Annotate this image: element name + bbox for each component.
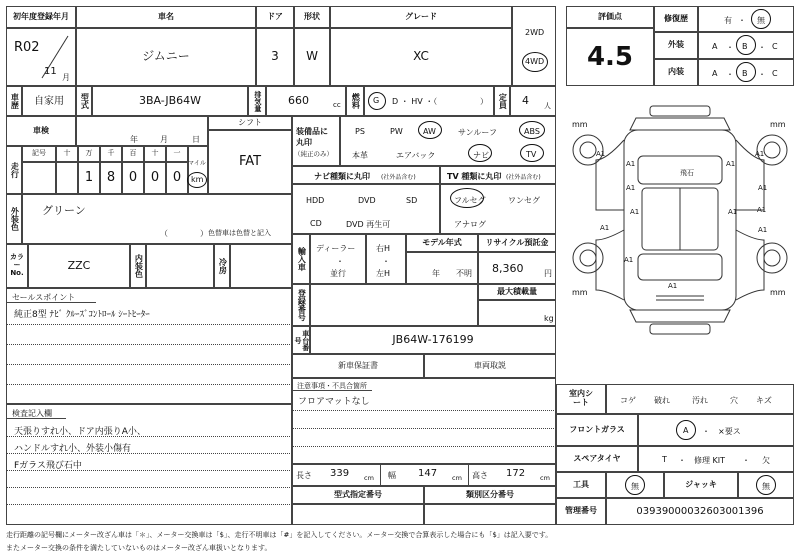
width-label: 幅 [388, 471, 396, 480]
shaken-day-unit: 日 [192, 135, 200, 144]
sheet-opt-burn: コゲ [620, 396, 636, 405]
mm-label-1: mm [572, 120, 588, 129]
notes-text: フロアマットなし [298, 397, 370, 407]
digit-header-5: 一 [166, 146, 188, 162]
jack-value: 無 [762, 482, 770, 491]
width-unit: cm [452, 474, 462, 482]
displacement-value: 660 [288, 94, 309, 107]
km-label: km [191, 175, 204, 184]
equip-pw: PW [390, 127, 403, 136]
spare-missing: 欠 [762, 456, 770, 465]
navi-sub: (社外品含む) [381, 174, 416, 181]
dim-divider-1 [380, 464, 381, 486]
import-label: 輸入車 [292, 234, 310, 284]
displacement-label: 排気量 [248, 86, 266, 116]
interior-b: B [742, 69, 748, 78]
interior-sheet-label [556, 384, 606, 414]
damage-mark-11: A1 [758, 226, 768, 234]
digit-0 [56, 162, 78, 194]
notes-line-2 [292, 428, 556, 429]
digit-header-0: 十 [56, 146, 78, 162]
drive-2wd: 2WD [525, 28, 545, 37]
chassis-value: JB64W-176199 [310, 326, 556, 354]
equip-abs: ABS [524, 127, 540, 136]
inspector-rule-5 [6, 504, 292, 505]
height-value: 172 [506, 468, 526, 479]
score-label: 評価点 [566, 6, 654, 28]
navi-dvd: DVD [358, 196, 376, 205]
paren-close: ） [200, 229, 208, 238]
inspector-label-rule [6, 418, 66, 419]
score-value: 4.5 [566, 28, 654, 86]
chassis-label: 車台番号 [292, 326, 310, 354]
notes-line-3 [292, 446, 556, 447]
navi-dvd-play: DVD 再生可 [346, 220, 391, 229]
sheet-opt-dirt: 汚れ [692, 396, 708, 405]
grade-label: グレード [330, 6, 512, 28]
mileage-label: 走行 [6, 146, 22, 194]
fuel-options-close: ） [480, 97, 488, 106]
exterior-dot-1: ・ [726, 43, 734, 52]
equipment-label-1: 装備品に [296, 127, 328, 136]
management-value: 03939000032603001396 [606, 498, 794, 525]
equip-navi: ナビ [473, 151, 489, 160]
jack-label: ジャッキ [664, 472, 738, 498]
inspector-rule-3 [6, 470, 292, 471]
car-name-label: 車名 [76, 6, 256, 28]
equipment-label-3: （純正のみ） [294, 150, 333, 158]
month-unit: 月 [62, 73, 70, 82]
exterior-c: C [772, 42, 778, 51]
exterior-label: 外装 [654, 32, 698, 59]
paren-open: （ [160, 229, 168, 238]
ac-value [230, 244, 292, 288]
class-label: 類別区分番号 [424, 486, 556, 504]
repair-label: 修復歴 [654, 6, 698, 32]
mm-label-2: mm [770, 120, 786, 129]
repair-cell [698, 6, 794, 32]
digit-header-3: 百 [122, 146, 144, 162]
digit-5: 0 [166, 162, 188, 194]
interior-a: A [712, 69, 718, 78]
damage-mark-3: A1 [755, 150, 765, 158]
damage-mark-1: A1 [596, 150, 606, 158]
interior-label: 内装 [654, 59, 698, 86]
front-glass-replace: ×要ス [718, 427, 741, 436]
fuel-label: 燃料 [346, 86, 364, 116]
type-spec-value [292, 504, 424, 525]
import-dealer: ディーラー [316, 244, 356, 253]
sales-line-3 [6, 364, 292, 365]
spare-tire-label: スペアタイヤ [556, 446, 638, 472]
recycle-value: 8,360 [492, 262, 524, 275]
exterior-color-label: 外装色 [6, 194, 22, 244]
equip-tv: TV [526, 150, 537, 159]
navi-hdd: HDD [306, 196, 325, 205]
digit-4: 0 [144, 162, 166, 194]
doors-value: 3 [256, 28, 294, 86]
height-label: 高さ [472, 471, 488, 480]
inspector-line-2: ハンドルすれ小、外装小傷有 [14, 444, 132, 454]
tools-label: 工具 [556, 472, 606, 498]
damage-mark-5: A1 [626, 184, 636, 192]
equip-ps: PS [355, 127, 365, 136]
exterior-a: A [712, 42, 718, 51]
height-unit: cm [540, 474, 550, 482]
damage-mark-6: A1 [758, 184, 768, 192]
interior-color-value [146, 244, 214, 288]
mm-label-4: mm [770, 288, 786, 297]
interior-dot-2: ・ [758, 70, 766, 79]
front-glass-dot: ・ [702, 427, 710, 436]
damage-mark-9: A1 [757, 206, 767, 214]
grade-value: XC [330, 28, 512, 86]
damage-mark-8: A1 [728, 208, 738, 216]
mile-label: マイル [188, 160, 206, 167]
category-label: 車歴 [6, 86, 22, 116]
color-no-label: カラーNo. [6, 244, 28, 288]
digit-header-1: 万 [78, 146, 100, 162]
repair-yes: 有 [724, 16, 732, 25]
damage-mark-13: A1 [668, 282, 678, 290]
repaint-note: 色替車は色替と記入 [208, 229, 271, 237]
interior-c: C [772, 69, 778, 78]
sales-point-rule [6, 302, 96, 303]
person-unit: 人 [544, 102, 551, 110]
equipment-label-2: 丸印 [296, 138, 312, 147]
notes-label: 注意事項・不具合箇所 [297, 382, 367, 390]
yen-unit: 円 [544, 269, 552, 278]
shaken-month-unit: 月 [160, 135, 168, 144]
interior-sheet-label-text: 室内シート [569, 389, 593, 407]
registration-label: 登録番号 [292, 284, 310, 326]
tv-analog: アナログ [454, 220, 486, 229]
windshield-mark: 飛石 [680, 169, 694, 177]
damage-mark-2: A1 [626, 160, 636, 168]
front-glass-cell [638, 414, 794, 446]
exterior-b: B [742, 42, 748, 51]
spare-t: T [662, 455, 667, 464]
interior-dot-1: ・ [726, 70, 734, 79]
dim-divider-2 [468, 464, 469, 486]
sales-line-2 [6, 344, 292, 345]
warranty-label: 新車保証書 [292, 354, 424, 378]
navi-label: ナビ種類に丸印 [314, 172, 370, 181]
shaken-label: 車検 [6, 116, 76, 146]
length-value: 339 [330, 468, 350, 479]
sales-line-1 [6, 324, 292, 325]
kg-unit: kg [544, 314, 554, 323]
cc-unit: cc [333, 101, 341, 109]
equip-sunroof: サンルーフ [458, 128, 497, 137]
type-spec-label: 型式指定番号 [292, 486, 424, 504]
capacity-value: 4 [522, 94, 529, 107]
digit-header-2: 千 [100, 146, 122, 162]
recycle-label: リサイクル預託金 [478, 234, 556, 252]
color-no-value: ZZC [28, 244, 130, 288]
model-label: 型式 [76, 86, 92, 116]
front-glass-a: A [683, 426, 689, 435]
fuel-g: G [373, 96, 380, 105]
sheet-opt-hole: 穴 [730, 396, 738, 405]
capacity-label: 定員 [494, 86, 510, 116]
exterior-color-value: グリーン [42, 204, 86, 217]
repair-none: 無 [757, 16, 765, 25]
navi-sd: SD [406, 196, 418, 205]
ac-label: 冷房 [214, 244, 230, 288]
shift-label: シフト [208, 116, 292, 130]
inspector-notes-label: 検査記入欄 [12, 409, 52, 418]
notes-line-1 [292, 410, 556, 411]
damage-mark-7: A1 [630, 208, 640, 216]
shaken-year-unit: 年 [130, 135, 138, 144]
import-dot-1: ・ [336, 257, 344, 266]
door-label: ドア [256, 6, 294, 28]
exterior-dot-2: ・ [758, 43, 766, 52]
width-value: 147 [418, 468, 438, 479]
manual-label: 車両取説 [424, 354, 556, 378]
interior-color-label: 内装色 [130, 244, 146, 288]
spare-kit: 修理 KIT [694, 456, 726, 465]
length-unit: cm [364, 474, 374, 482]
fuel-options: D ・ HV ・（ [392, 97, 438, 106]
tools-value: 無 [631, 482, 639, 491]
damage-mark-4: A1 [726, 160, 736, 168]
shaken-value [76, 116, 208, 146]
import-dot-2: ・ [382, 257, 390, 266]
tv-sub: (社外品含む) [506, 174, 541, 181]
sales-line-4 [6, 384, 292, 385]
model-value: 3BA-JB64W [92, 86, 248, 116]
management-label: 管理番号 [556, 498, 606, 525]
shape-label: 形状 [294, 6, 330, 28]
car-name: ジムニー [76, 28, 256, 86]
sheet-opt-scratch: キズ [756, 396, 772, 405]
inspector-line-1: 天張りすれ小、ドア内張りA小、 [14, 427, 146, 437]
spare-dot-1: ・ [678, 456, 686, 465]
tv-oneseg: ワンセグ [508, 196, 540, 205]
model-year-unit: 年 [432, 269, 440, 278]
drive-4wd: 4WD [525, 57, 545, 66]
navi-cd: CD [310, 219, 322, 228]
damage-mark-12: A1 [624, 256, 634, 264]
inspector-rule-2 [6, 453, 292, 454]
sales-point-area [6, 288, 292, 404]
tv-label: TV 種類に丸印 [447, 172, 502, 181]
first-reg-year: R02 [14, 40, 40, 55]
front-glass-label: フロントガラス [556, 414, 638, 446]
shape-value: W [294, 28, 330, 86]
sales-point-text: 純正8型 ﾅﾋﾞ ｸﾙｰｽﾞｺﾝﾄﾛｰﾙ ｼｰﾄﾋｰﾀｰ [14, 310, 150, 320]
digit-3: 0 [122, 162, 144, 194]
category-value: 自家用 [22, 86, 76, 116]
first-reg-month: 11 [44, 66, 57, 77]
equip-leather: 本革 [352, 151, 368, 160]
digit-1: 1 [78, 162, 100, 194]
drive-cell [512, 6, 556, 86]
mm-label-3: mm [572, 288, 588, 297]
notes-label-rule [292, 390, 372, 391]
inspector-rule-4 [6, 487, 292, 488]
import-parallel: 並行 [330, 269, 346, 278]
class-value [424, 504, 556, 525]
model-year-label: モデル年式 [406, 234, 478, 252]
sales-point-label: セールスポイント [12, 293, 76, 302]
footer-line-2: またメーター交換の条件を満たしていないものはメーター改ざん車扱いとなります。 [6, 544, 272, 552]
length-label: 長さ [296, 471, 312, 480]
shift-value: FAT [208, 130, 292, 194]
digit-2: 8 [100, 162, 122, 194]
record-label: 記号 [22, 146, 56, 162]
inspector-line-3: Fガラス飛び石中 [14, 461, 82, 471]
equip-aw: AW [423, 127, 436, 136]
registration-value [310, 284, 478, 326]
repair-dot: ・ [738, 16, 746, 25]
model-year-value: 不明 [456, 269, 472, 278]
tv-fullseg: フルセグ [454, 196, 486, 205]
footer-line-1: 走行距離の記号欄にメーター改ざん車は「＊」、メーター交換車は「$」、走行不明車は「#」を記入してください。メーター交換で合算表示した場合にも「$」は記入要です。 [6, 531, 553, 539]
first-reg-label: 初年度登録年月 [6, 6, 76, 28]
max-load-label: 最大積載量 [478, 284, 556, 300]
equip-airbag: エアバック [396, 151, 436, 160]
damage-mark-10: A1 [600, 224, 610, 232]
import-lh: 左H [376, 269, 391, 278]
import-rh: 右H [376, 244, 391, 253]
spare-dot-2: ・ [742, 456, 750, 465]
sheet-opt-tear: 破れ [654, 396, 670, 405]
digit-header-4: 十 [144, 146, 166, 162]
record-value [22, 162, 56, 194]
inspector-rule-1 [6, 436, 292, 437]
